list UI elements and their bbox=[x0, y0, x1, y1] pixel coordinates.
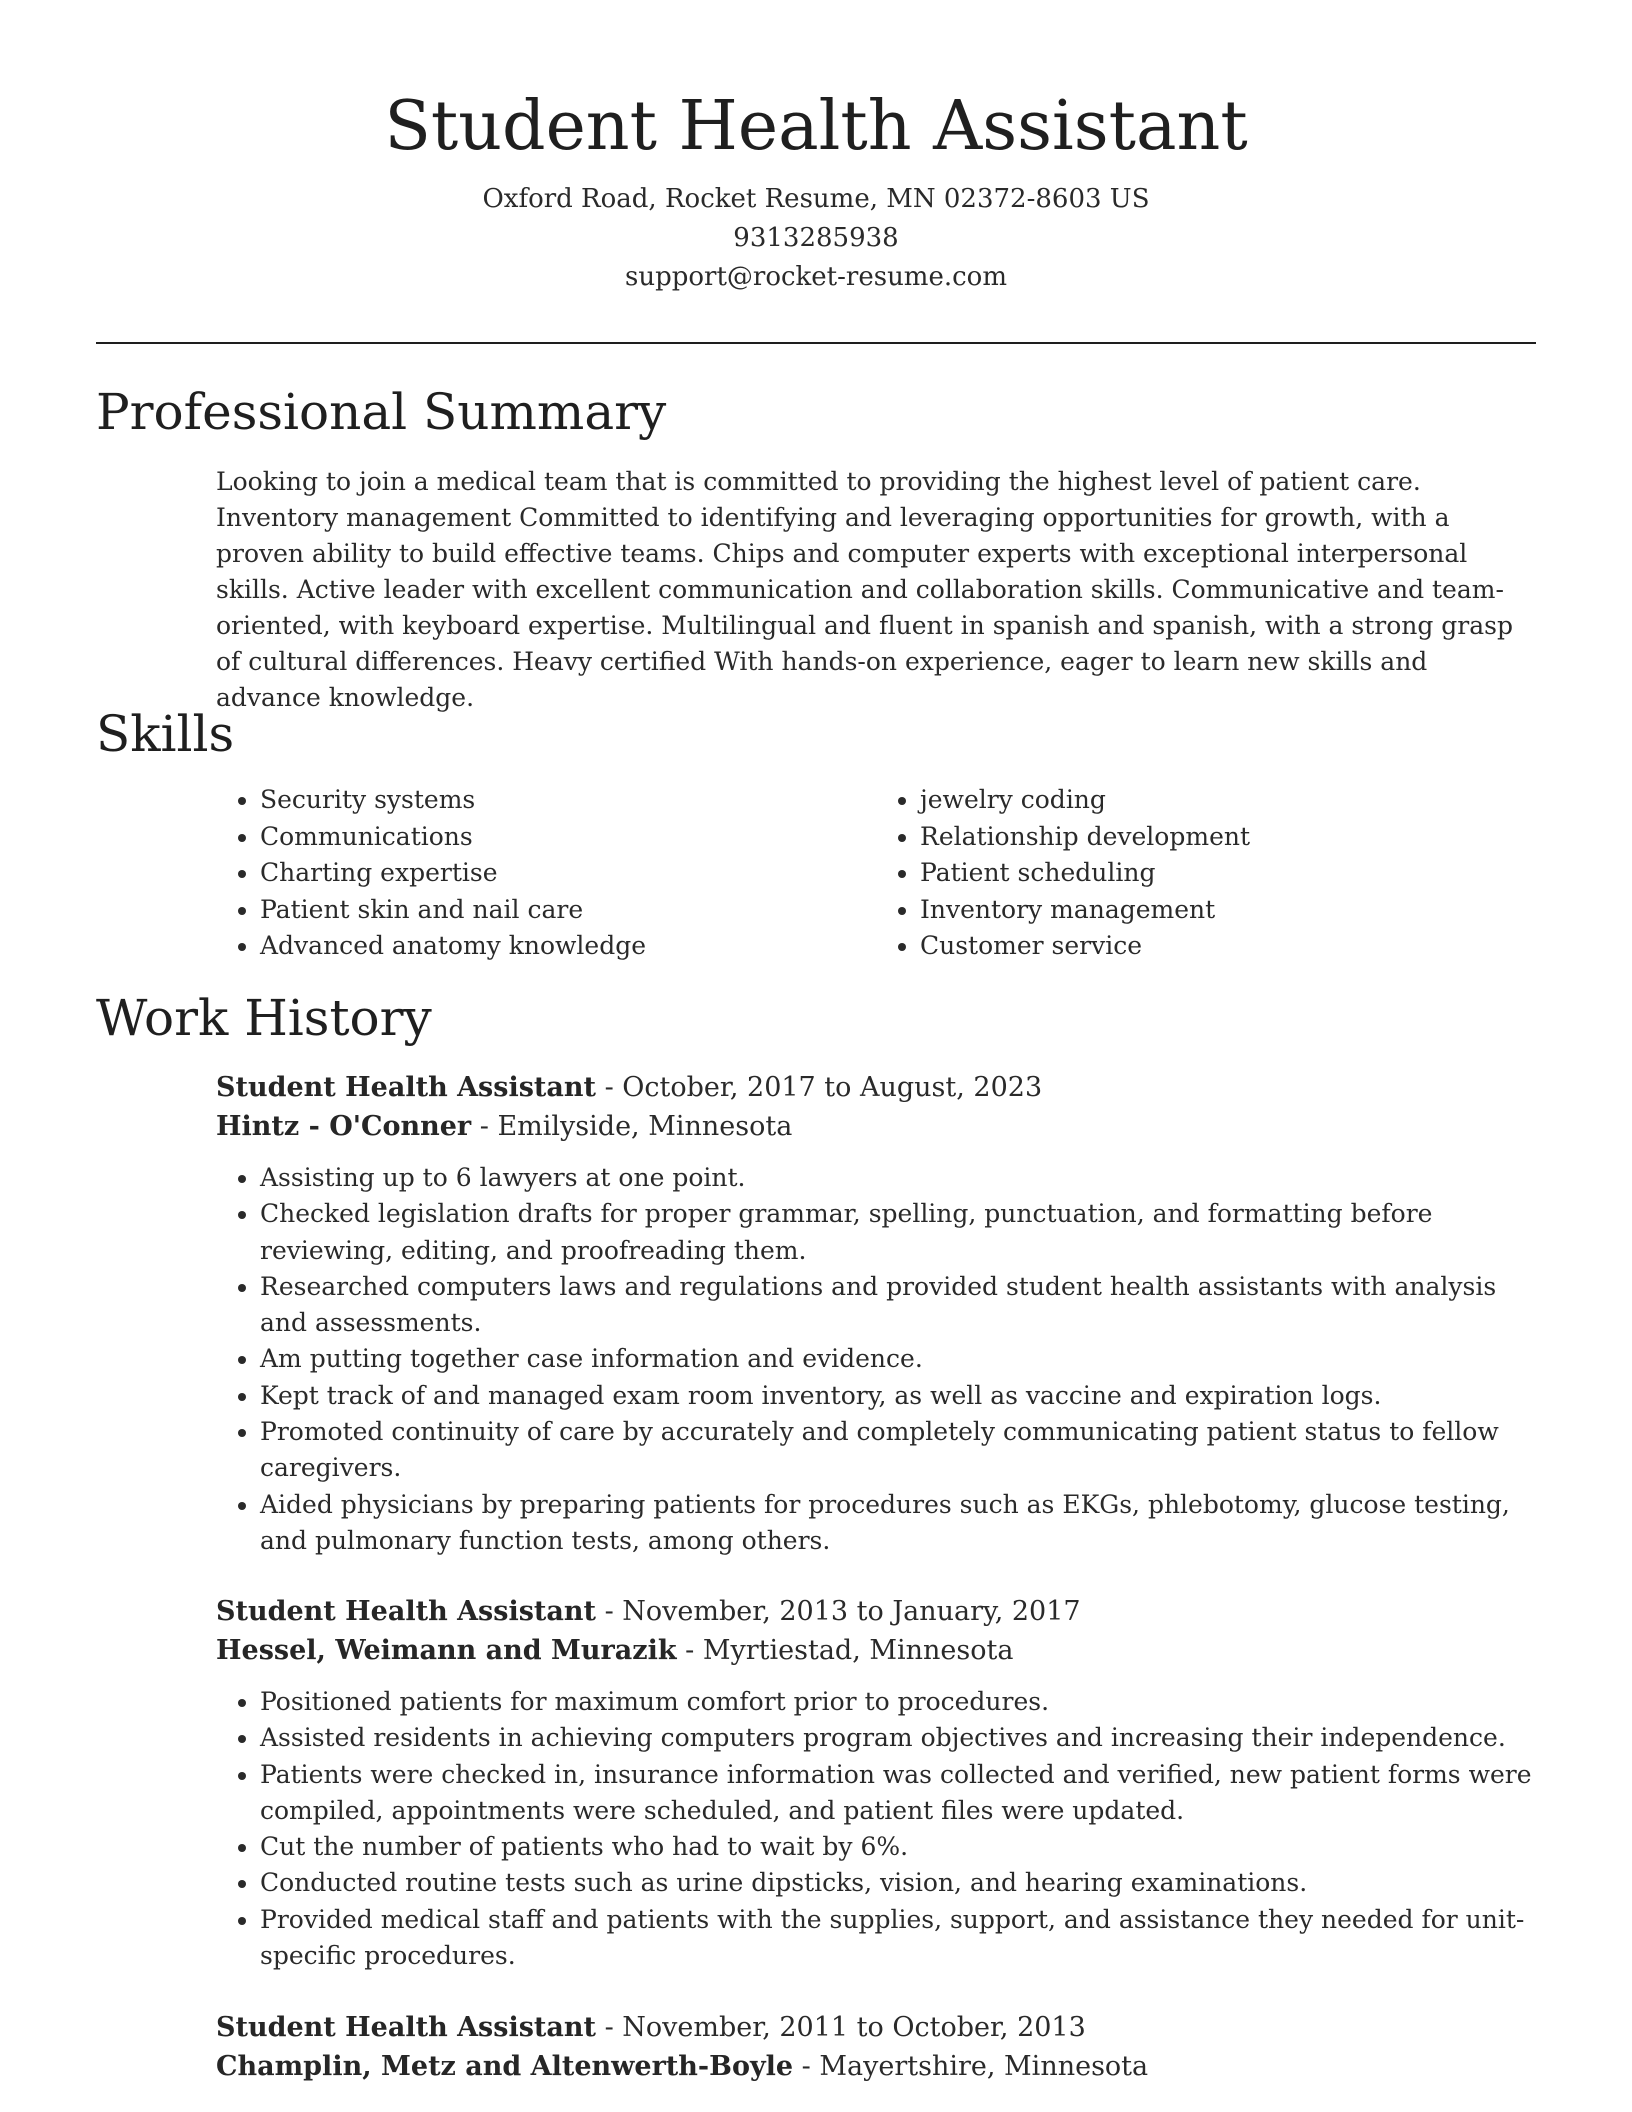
job-bullet: • Cut the number of patients who had to wait by 6%. bbox=[260, 1829, 1536, 1865]
separator: - bbox=[471, 1111, 498, 1142]
skill-item: • Security systems bbox=[260, 782, 876, 819]
skill-item: • Patient skin and nail care bbox=[260, 892, 876, 929]
job-bullet: • Patients were checked in, insurance information was collected and verified, new patient forms were compiled, appointments were scheduled, and patient files were updated. bbox=[260, 1757, 1536, 1830]
job-bullet: • Provided medical staff and patients with the supplies, support, and assistance they needed for unit-specific procedures. bbox=[260, 1902, 1536, 1975]
job-company-line bbox=[216, 2047, 1536, 2086]
summary-title: Professional Summary bbox=[96, 383, 667, 441]
skill-item: • Communications bbox=[260, 819, 876, 856]
job-company-line bbox=[216, 1631, 1536, 1670]
header-divider bbox=[96, 342, 1536, 344]
job-entry bbox=[216, 2008, 1536, 2086]
contact-phone: 9313285938 bbox=[733, 223, 899, 253]
skill-item: • jewelry coding bbox=[920, 782, 1536, 819]
job-bullet: • Conducted routine tests such as urine dipsticks, vision, and hearing examinations. bbox=[260, 1865, 1536, 1901]
job-role: Student Health Assistant bbox=[216, 1072, 596, 1103]
job-bullet: • Assisted residents in achieving computers program objectives and increasing their independence. bbox=[260, 1720, 1536, 1756]
job-location: Myrtiestad, Minnesota bbox=[702, 1635, 1014, 1666]
skill-item: • Customer service bbox=[920, 928, 1536, 965]
job-bullet: • Positioned patients for maximum comfort prior to procedures. bbox=[260, 1684, 1536, 1720]
separator: - bbox=[595, 1596, 623, 1627]
separator: - bbox=[595, 2012, 623, 2043]
job-location: Mayertshire, Minnesota bbox=[819, 2051, 1149, 2082]
skills-list bbox=[216, 782, 1536, 965]
skills-column-left bbox=[216, 782, 876, 965]
resume-header bbox=[96, 82, 1536, 297]
job-bullets bbox=[216, 1160, 1536, 1559]
job-dates: October, 2017 to August, 2023 bbox=[622, 1072, 1043, 1103]
job-bullet: • Promoted continuity of care by accurately and completely communicating patient status to fellow caregivers. bbox=[260, 1414, 1536, 1487]
job-bullet: • Checked legislation drafts for proper grammar, spelling, punctuation, and formatting before reviewing, editing, and proofreading them. bbox=[260, 1196, 1536, 1269]
job-bullet: • Aided physicians by preparing patients for procedures such as EKGs, phlebotomy, glucose testing, and pulmonary function tests, among others. bbox=[260, 1487, 1536, 1560]
job-bullet: • Assisting up to 6 lawyers at one point. bbox=[260, 1160, 1536, 1196]
job-entry bbox=[216, 1592, 1536, 1974]
contact-address: Oxford Road, Rocket Resume, MN 02372-8603 US bbox=[482, 184, 1150, 214]
job-dates: November, 2013 to January, 2017 bbox=[622, 1596, 1081, 1627]
skill-item: • Advanced anatomy knowledge bbox=[260, 928, 876, 965]
skills-column-right bbox=[876, 782, 1536, 965]
job-role: Student Health Assistant bbox=[216, 2012, 596, 2043]
job-company: Hessel, Weimann and Murazik bbox=[216, 1635, 677, 1666]
job-title-line bbox=[216, 2008, 1536, 2047]
summary-text: Looking to join a medical team that is committed to providing the highest level of patient care. Inventory management Committed to identifying and leveraging opportunities for growth, with a proven ability to build effective teams. Chips and computer experts with exceptional interpersonal skills. Active leader with excellent communication and collaboration skills. Communicative and team-oriented, with keyboard expertise. Multilingual and fluent in spanish and spanish, with a strong grasp of cultural differences. Heavy certified With hands-on experience, eager to learn new skills and advance knowledge. bbox=[216, 467, 1513, 712]
separator: - bbox=[793, 2051, 820, 2082]
work-history-title: Work History bbox=[96, 989, 432, 1047]
contact-email: support@rocket-resume.com bbox=[624, 262, 1007, 292]
job-entry bbox=[216, 1068, 1536, 1559]
job-company: Champlin, Metz and Altenwerth-Boyle bbox=[216, 2051, 794, 2082]
job-bullet: • Researched computers laws and regulations and provided student health assistants with analysis and assessments. bbox=[260, 1269, 1536, 1342]
separator: - bbox=[595, 1072, 623, 1103]
job-title-line bbox=[216, 1592, 1536, 1631]
job-bullet: • Kept track of and managed exam room inventory, as well as vaccine and expiration logs. bbox=[260, 1378, 1536, 1414]
contact-block bbox=[96, 180, 1536, 297]
job-dates: November, 2011 to October, 2013 bbox=[622, 2012, 1086, 2043]
job-bullet: • Am putting together case information and evidence. bbox=[260, 1341, 1536, 1377]
job-company: Hintz - O'Conner bbox=[216, 1111, 472, 1142]
job-company-line bbox=[216, 1107, 1536, 1146]
separator: - bbox=[676, 1635, 703, 1666]
skills-title: Skills bbox=[96, 705, 235, 763]
candidate-name: Student Health Assistant bbox=[384, 87, 1248, 166]
skill-item: • Inventory management bbox=[920, 892, 1536, 929]
skill-item: • Relationship development bbox=[920, 819, 1536, 856]
skill-item: • Patient scheduling bbox=[920, 855, 1536, 892]
job-title-line bbox=[216, 1068, 1536, 1107]
job-location: Emilyside, Minnesota bbox=[497, 1111, 793, 1142]
skill-item: • Charting expertise bbox=[260, 855, 876, 892]
job-role: Student Health Assistant bbox=[216, 1596, 596, 1627]
job-bullets bbox=[216, 1684, 1536, 1974]
